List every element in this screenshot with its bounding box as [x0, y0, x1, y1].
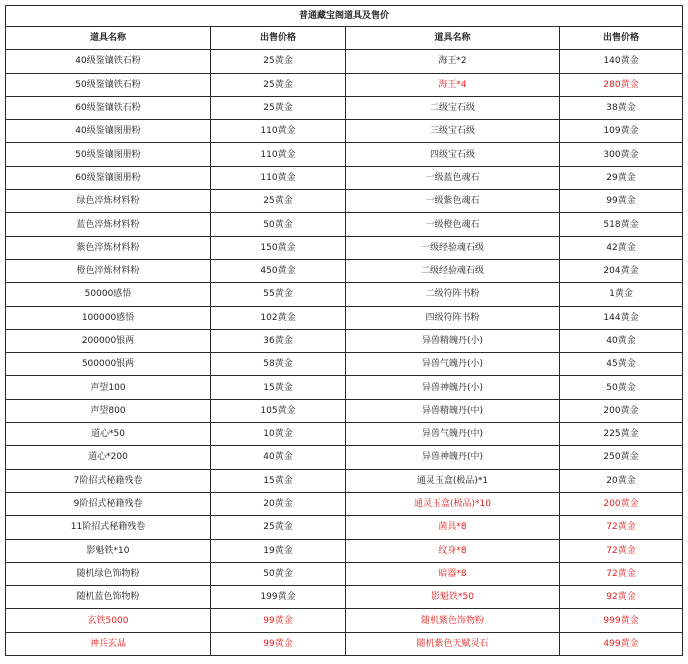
- item-name-right: 暗器*8: [346, 562, 560, 585]
- table-row: [6, 562, 683, 585]
- item-price-right: 200黄金: [560, 492, 683, 515]
- item-name-left: 蓝色淬炼材料粉: [6, 213, 211, 236]
- item-name-left: 40级鉴镶图册粉: [6, 120, 211, 143]
- item-name-right: 一级橙色魂石: [346, 213, 560, 236]
- item-price-left: 110黄金: [211, 166, 346, 189]
- header-price-right: 出售价格: [560, 27, 683, 50]
- table-title-row: [6, 6, 683, 27]
- item-price-right: 72黄金: [560, 539, 683, 562]
- item-name-right: 异兽气魄丹(中): [346, 423, 560, 446]
- header-price-left: 出售价格: [211, 27, 346, 50]
- item-name-right: 海王*2: [346, 50, 560, 73]
- item-name-left: 60级鉴镶图册粉: [6, 166, 211, 189]
- item-price-left: 25黄金: [211, 50, 346, 73]
- header-item-name-left: 道具名称: [6, 27, 211, 50]
- table-row: [6, 50, 683, 73]
- item-name-left: 神兵玄晶: [6, 632, 211, 655]
- item-name-right: 异兽精魄丹(中): [346, 399, 560, 422]
- table-body: [6, 50, 683, 656]
- table-row: [6, 236, 683, 259]
- item-price-right: 140黄金: [560, 50, 683, 73]
- item-name-right: 二级宝石级: [346, 96, 560, 119]
- item-price-right: 45黄金: [560, 353, 683, 376]
- item-price-right: 42黄金: [560, 236, 683, 259]
- item-name-left: 9阶招式秘籍残卷: [6, 492, 211, 515]
- item-name-right: 影魁铁*50: [346, 586, 560, 609]
- item-price-left: 99黄金: [211, 609, 346, 632]
- item-price-right: 499黄金: [560, 632, 683, 655]
- item-price-right: 250黄金: [560, 446, 683, 469]
- item-name-left: 50000感悟: [6, 283, 211, 306]
- item-name-left: 道心*200: [6, 446, 211, 469]
- item-price-left: 50黄金: [211, 562, 346, 585]
- table-row: [6, 353, 683, 376]
- table-row: [6, 516, 683, 539]
- item-name-right: 随机紫色天赋灵石: [346, 632, 560, 655]
- table-row: [6, 469, 683, 492]
- item-price-right: 29黄金: [560, 166, 683, 189]
- table-row: [6, 586, 683, 609]
- item-price-right: 92黄金: [560, 586, 683, 609]
- item-name-left: 40级鉴镶铁石粉: [6, 50, 211, 73]
- item-price-left: 450黄金: [211, 259, 346, 282]
- item-name-left: 影魁铁*10: [6, 539, 211, 562]
- price-table-container: [5, 5, 682, 656]
- item-price-left: 20黄金: [211, 492, 346, 515]
- table-row: [6, 399, 683, 422]
- item-name-right: 异兽精魄丹(小): [346, 329, 560, 352]
- item-price-right: 99黄金: [560, 190, 683, 213]
- table-row: [6, 539, 683, 562]
- item-name-left: 橙色淬炼材料粉: [6, 259, 211, 282]
- table-row: [6, 259, 683, 282]
- item-name-right: 随机紫色饰物粉: [346, 609, 560, 632]
- item-price-left: 19黄金: [211, 539, 346, 562]
- item-name-left: 11阶招式秘籍残卷: [6, 516, 211, 539]
- item-name-right: 海王*4: [346, 73, 560, 96]
- item-name-left: 50级鉴镶图册粉: [6, 143, 211, 166]
- item-name-right: 二级符阵书粉: [346, 283, 560, 306]
- item-name-left: 随机绿色饰物粉: [6, 562, 211, 585]
- item-name-left: 道心*50: [6, 423, 211, 446]
- item-name-right: 通灵玉盒(极品)*1: [346, 469, 560, 492]
- item-name-right: 异兽气魄丹(小): [346, 353, 560, 376]
- item-name-left: 200000银两: [6, 329, 211, 352]
- price-table: [5, 5, 683, 656]
- table-row: [6, 143, 683, 166]
- table-row: [6, 423, 683, 446]
- item-price-left: 15黄金: [211, 376, 346, 399]
- item-name-right: 菌具*8: [346, 516, 560, 539]
- item-name-left: 60级鉴镶铁石粉: [6, 96, 211, 119]
- item-name-left: 声望100: [6, 376, 211, 399]
- item-name-right: 异兽神魄丹(中): [346, 446, 560, 469]
- item-price-left: 40黄金: [211, 446, 346, 469]
- item-price-right: 20黄金: [560, 469, 683, 492]
- item-name-right: 纹身*8: [346, 539, 560, 562]
- item-price-right: 200黄金: [560, 399, 683, 422]
- item-name-right: 一级经验魂石级: [346, 236, 560, 259]
- item-name-right: 一级紫色魂石: [346, 190, 560, 213]
- item-price-right: 1黄金: [560, 283, 683, 306]
- table-header-row: [6, 27, 683, 50]
- item-name-right: 异兽神魄丹(小): [346, 376, 560, 399]
- item-price-left: 102黄金: [211, 306, 346, 329]
- item-name-right: 三级宝石级: [346, 120, 560, 143]
- table-row: [6, 376, 683, 399]
- item-price-left: 199黄金: [211, 586, 346, 609]
- item-price-right: 109黄金: [560, 120, 683, 143]
- item-name-left: 50级鉴镶铁石粉: [6, 73, 211, 96]
- item-price-right: 38黄金: [560, 96, 683, 119]
- item-name-left: 7阶招式秘籍残卷: [6, 469, 211, 492]
- table-row: [6, 73, 683, 96]
- item-price-left: 25黄金: [211, 190, 346, 213]
- item-name-left: 绿色淬炼材料粉: [6, 190, 211, 213]
- item-price-right: 50黄金: [560, 376, 683, 399]
- item-price-left: 25黄金: [211, 73, 346, 96]
- item-price-right: 999黄金: [560, 609, 683, 632]
- item-price-right: 40黄金: [560, 329, 683, 352]
- item-price-right: 144黄金: [560, 306, 683, 329]
- table-row: [6, 213, 683, 236]
- table-row: [6, 166, 683, 189]
- item-price-right: 518黄金: [560, 213, 683, 236]
- item-name-left: 紫色淬炼材料粉: [6, 236, 211, 259]
- table-title: 普通藏宝阁道具及售价: [6, 6, 683, 27]
- item-price-left: 110黄金: [211, 120, 346, 143]
- item-price-left: 25黄金: [211, 96, 346, 119]
- table-row: [6, 329, 683, 352]
- table-row: [6, 492, 683, 515]
- item-price-left: 55黄金: [211, 283, 346, 306]
- item-price-left: 105黄金: [211, 399, 346, 422]
- item-price-left: 50黄金: [211, 213, 346, 236]
- item-name-right: 二级经验魂石级: [346, 259, 560, 282]
- item-price-left: 15黄金: [211, 469, 346, 492]
- item-name-left: 100000感悟: [6, 306, 211, 329]
- item-price-right: 204黄金: [560, 259, 683, 282]
- item-name-right: 四级符阵书粉: [346, 306, 560, 329]
- item-name-right: 一级蓝色魂石: [346, 166, 560, 189]
- item-name-left: 500000银两: [6, 353, 211, 376]
- table-row: [6, 283, 683, 306]
- item-price-left: 58黄金: [211, 353, 346, 376]
- table-row: [6, 632, 683, 655]
- item-price-left: 110黄金: [211, 143, 346, 166]
- item-name-left: 随机蓝色饰物粉: [6, 586, 211, 609]
- item-name-left: 玄铁5000: [6, 609, 211, 632]
- table-row: [6, 306, 683, 329]
- table-row: [6, 609, 683, 632]
- item-price-left: 25黄金: [211, 516, 346, 539]
- item-price-right: 72黄金: [560, 562, 683, 585]
- table-row: [6, 96, 683, 119]
- item-price-left: 99黄金: [211, 632, 346, 655]
- table-row: [6, 446, 683, 469]
- item-price-left: 36黄金: [211, 329, 346, 352]
- table-row: [6, 120, 683, 143]
- item-price-left: 10黄金: [211, 423, 346, 446]
- item-price-left: 150黄金: [211, 236, 346, 259]
- item-name-right: 通灵玉盒(极品)*10: [346, 492, 560, 515]
- item-name-right: 四级宝石级: [346, 143, 560, 166]
- item-price-right: 300黄金: [560, 143, 683, 166]
- item-name-left: 声望800: [6, 399, 211, 422]
- table-row: [6, 190, 683, 213]
- item-price-right: 72黄金: [560, 516, 683, 539]
- header-item-name-right: 道具名称: [346, 27, 560, 50]
- item-price-right: 225黄金: [560, 423, 683, 446]
- item-price-right: 280黄金: [560, 73, 683, 96]
